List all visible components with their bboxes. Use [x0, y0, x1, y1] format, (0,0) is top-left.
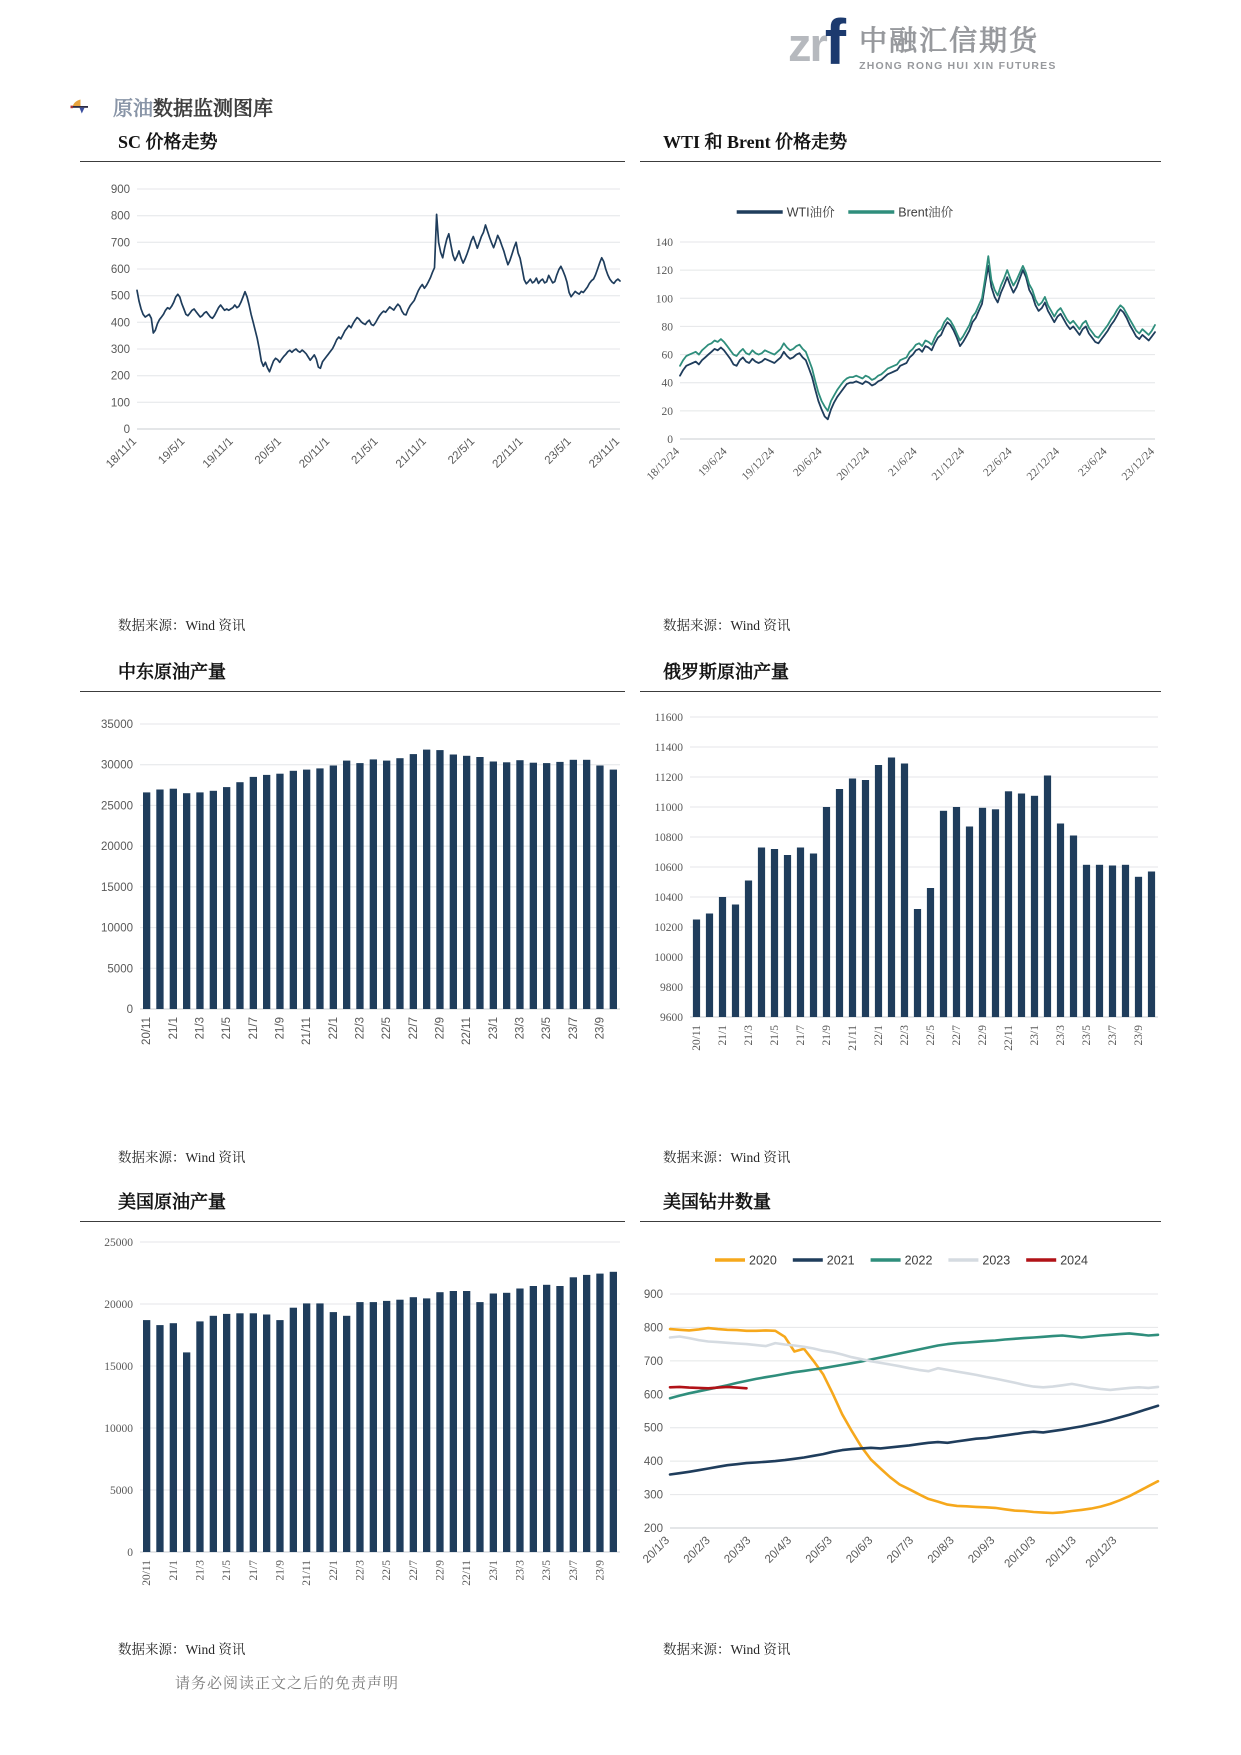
- svg-text:21/9: 21/9: [821, 1025, 833, 1046]
- svg-text:300: 300: [110, 344, 130, 356]
- svg-text:5000: 5000: [110, 1485, 133, 1497]
- svg-text:20/10/3: 20/10/3: [1002, 1534, 1039, 1571]
- sc-price-plot: [80, 162, 625, 502]
- svg-text:9800: 9800: [660, 982, 683, 994]
- svg-text:20000: 20000: [104, 1299, 133, 1311]
- svg-text:20/6/24: 20/6/24: [791, 445, 825, 479]
- data-source-note: 数据来源：Wind 资讯: [118, 1150, 246, 1165]
- svg-text:10000: 10000: [101, 922, 133, 935]
- svg-text:10600: 10600: [654, 862, 683, 874]
- chart-us-rig-count: [640, 1188, 1161, 1660]
- chart-title: 中东原油产量: [118, 662, 226, 682]
- svg-text:10000: 10000: [104, 1423, 133, 1435]
- svg-text:23/7: 23/7: [567, 1017, 580, 1040]
- svg-text:23/12/24: 23/12/24: [1119, 445, 1158, 484]
- svg-text:700: 700: [643, 1355, 663, 1368]
- chart-us-output: [80, 1188, 625, 1660]
- svg-text:21/11/1: 21/11/1: [393, 435, 429, 471]
- svg-text:0: 0: [126, 1004, 133, 1016]
- company-name-cn: 中融汇信期货: [859, 25, 1040, 56]
- svg-text:10000: 10000: [654, 952, 683, 964]
- chart-title: 美国钻井数量: [663, 1192, 771, 1212]
- section-title-text: [113, 92, 273, 121]
- svg-text:400: 400: [110, 317, 130, 330]
- svg-text:20/5/3: 20/5/3: [803, 1534, 835, 1566]
- svg-text:300: 300: [643, 1489, 663, 1502]
- logo-wordmark: [859, 18, 1056, 72]
- svg-text:20/4/3: 20/4/3: [763, 1534, 795, 1566]
- svg-text:25000: 25000: [104, 1237, 133, 1249]
- data-source-note: 数据来源：Wind 资讯: [663, 618, 791, 633]
- svg-text:800: 800: [110, 210, 130, 223]
- svg-text:23/6/24: 23/6/24: [1076, 445, 1110, 479]
- svg-text:21/9: 21/9: [274, 1560, 287, 1581]
- svg-text:Brent油价: Brent油价: [898, 205, 954, 220]
- svg-text:20/3/3: 20/3/3: [722, 1534, 754, 1566]
- svg-text:18/12/24: 18/12/24: [644, 445, 683, 484]
- disclaimer-footer: 请务必阅读正文之后的免责声明: [175, 1676, 400, 1692]
- svg-text:400: 400: [643, 1456, 663, 1469]
- svg-text:23/7: 23/7: [1107, 1025, 1119, 1046]
- svg-text:21/11: 21/11: [847, 1025, 859, 1051]
- svg-text:23/5: 23/5: [541, 1560, 554, 1581]
- svg-text:20/11: 20/11: [691, 1025, 703, 1051]
- company-logo: [788, 6, 1057, 78]
- svg-text:900: 900: [110, 184, 130, 196]
- chart-grid: [80, 128, 1161, 1660]
- svg-text:200: 200: [110, 370, 130, 383]
- svg-text:2020: 2020: [749, 1253, 777, 1268]
- company-name-en: ZHONG RONG HUI XIN FUTURES: [859, 59, 1057, 72]
- svg-text:21/6/24: 21/6/24: [886, 445, 920, 479]
- svg-text:22/5: 22/5: [381, 1017, 394, 1040]
- svg-text:19/11/1: 19/11/1: [200, 435, 236, 471]
- svg-text:20/9/3: 20/9/3: [966, 1534, 998, 1566]
- data-source-note: 数据来源：Wind 资讯: [663, 1150, 791, 1165]
- svg-text:22/11/1: 22/11/1: [490, 435, 526, 471]
- svg-text:0: 0: [667, 434, 673, 446]
- svg-text:21/11: 21/11: [301, 1560, 314, 1586]
- russia-output-plot: [640, 692, 1161, 1087]
- svg-text:20/12/24: 20/12/24: [834, 445, 873, 484]
- svg-text:23/5: 23/5: [1081, 1025, 1093, 1046]
- svg-text:140: 140: [655, 237, 673, 249]
- svg-text:21/3: 21/3: [743, 1025, 755, 1046]
- svg-text:21/5: 21/5: [221, 1560, 234, 1581]
- section-title: [70, 92, 273, 121]
- svg-text:22/7: 22/7: [407, 1017, 420, 1040]
- svg-text:500: 500: [643, 1422, 663, 1435]
- svg-text:21/9: 21/9: [274, 1017, 287, 1040]
- svg-text:21/12/24: 21/12/24: [929, 445, 968, 484]
- svg-text:23/3: 23/3: [514, 1017, 527, 1040]
- svg-text:23/1: 23/1: [1029, 1025, 1041, 1046]
- chart-middle-east-output: [80, 658, 625, 1178]
- logo-zrf-mark: [788, 6, 847, 78]
- svg-text:60: 60: [661, 349, 673, 362]
- chart-title: SC 价格走势: [118, 132, 218, 152]
- chart-wti-brent-price: [640, 128, 1161, 648]
- svg-text:19/5/1: 19/5/1: [156, 435, 188, 467]
- svg-text:23/9: 23/9: [594, 1017, 607, 1040]
- svg-text:20/11: 20/11: [141, 1017, 154, 1045]
- svg-text:2024: 2024: [1060, 1253, 1089, 1268]
- section-bullet-icon: [70, 98, 89, 115]
- svg-text:WTI油价: WTI油价: [786, 205, 835, 220]
- svg-text:22/12/24: 22/12/24: [1024, 445, 1063, 484]
- svg-text:120: 120: [655, 265, 673, 278]
- svg-text:5000: 5000: [107, 963, 133, 976]
- svg-text:2023: 2023: [982, 1253, 1011, 1268]
- svg-text:10800: 10800: [654, 832, 683, 844]
- chart-russia-output: [640, 658, 1161, 1178]
- svg-text:21/1: 21/1: [167, 1560, 180, 1581]
- svg-text:23/7: 23/7: [567, 1560, 580, 1581]
- wti-brent-plot: [640, 162, 1161, 502]
- svg-text:700: 700: [110, 237, 130, 250]
- svg-text:200: 200: [643, 1523, 663, 1535]
- svg-text:20/7/3: 20/7/3: [885, 1534, 917, 1566]
- section-title-highlight: 原油: [113, 98, 153, 120]
- svg-text:11600: 11600: [654, 712, 683, 724]
- svg-text:11400: 11400: [654, 742, 683, 754]
- svg-text:21/7: 21/7: [247, 1017, 260, 1040]
- svg-text:22/3: 22/3: [899, 1025, 911, 1046]
- chart-sc-price: [80, 128, 625, 648]
- logo-zr-text: zr: [788, 17, 826, 71]
- svg-text:20/11: 20/11: [141, 1560, 154, 1586]
- svg-text:22/1: 22/1: [327, 1560, 340, 1581]
- svg-text:22/3: 22/3: [354, 1560, 367, 1581]
- svg-text:23/5/1: 23/5/1: [542, 435, 574, 467]
- svg-text:20/5/1: 20/5/1: [252, 435, 285, 467]
- svg-text:19/12/24: 19/12/24: [739, 445, 778, 484]
- svg-text:800: 800: [643, 1322, 663, 1335]
- svg-text:21/7: 21/7: [247, 1560, 260, 1581]
- svg-text:20000: 20000: [101, 841, 133, 854]
- svg-text:100: 100: [655, 293, 673, 306]
- data-source-note: 数据来源：Wind 资讯: [118, 1642, 246, 1657]
- svg-text:40: 40: [661, 377, 673, 390]
- data-source-note: 数据来源：Wind 资讯: [663, 1642, 791, 1657]
- svg-text:35000: 35000: [101, 719, 133, 731]
- svg-text:23/3: 23/3: [514, 1560, 527, 1581]
- svg-text:0: 0: [127, 1547, 133, 1559]
- svg-text:21/11: 21/11: [301, 1017, 314, 1045]
- us-rig-count-plot: [640, 1222, 1161, 1652]
- svg-text:22/11: 22/11: [1003, 1025, 1015, 1051]
- svg-text:9600: 9600: [660, 1012, 683, 1024]
- svg-text:22/5/1: 22/5/1: [446, 435, 478, 467]
- section-title-rest: 数据监测图库: [153, 98, 273, 120]
- svg-text:23/1: 23/1: [487, 1017, 500, 1040]
- svg-text:22/7: 22/7: [951, 1025, 963, 1046]
- svg-text:20/2/3: 20/2/3: [681, 1534, 713, 1566]
- data-source-note: 数据来源：Wind 资讯: [118, 618, 246, 633]
- chart-title: WTI 和 Brent 价格走势: [663, 132, 848, 152]
- svg-text:22/6/24: 22/6/24: [981, 445, 1015, 479]
- svg-text:22/1: 22/1: [873, 1025, 885, 1046]
- svg-text:10200: 10200: [654, 922, 683, 934]
- svg-text:21/1: 21/1: [167, 1017, 180, 1040]
- svg-text:22/3: 22/3: [354, 1017, 367, 1040]
- svg-text:20: 20: [661, 405, 673, 418]
- svg-text:15000: 15000: [104, 1361, 133, 1373]
- svg-text:21/5: 21/5: [769, 1025, 781, 1046]
- svg-text:900: 900: [643, 1289, 663, 1301]
- svg-text:10400: 10400: [654, 892, 683, 904]
- svg-text:23/9: 23/9: [594, 1560, 607, 1581]
- svg-text:19/6/24: 19/6/24: [696, 445, 730, 479]
- svg-text:22/9: 22/9: [434, 1017, 447, 1040]
- svg-text:22/7: 22/7: [407, 1560, 420, 1581]
- svg-text:20/1/3: 20/1/3: [641, 1534, 673, 1566]
- svg-text:25000: 25000: [101, 800, 133, 813]
- svg-text:22/5: 22/5: [925, 1025, 937, 1046]
- svg-text:22/11: 22/11: [461, 1017, 474, 1045]
- svg-text:20/8/3: 20/8/3: [925, 1534, 957, 1566]
- logo-f-text: f: [824, 6, 847, 78]
- svg-text:22/9: 22/9: [434, 1560, 447, 1581]
- chart-title: 俄罗斯原油产量: [663, 662, 789, 682]
- svg-text:21/3: 21/3: [194, 1560, 207, 1581]
- svg-text:23/3: 23/3: [1055, 1025, 1067, 1046]
- svg-text:22/5: 22/5: [381, 1560, 394, 1581]
- svg-text:2021: 2021: [826, 1253, 855, 1268]
- svg-text:21/5/1: 21/5/1: [349, 435, 381, 467]
- svg-text:23/9: 23/9: [1133, 1025, 1145, 1046]
- svg-text:23/5: 23/5: [541, 1017, 554, 1040]
- us-output-plot: [80, 1222, 625, 1652]
- svg-text:20/11/1: 20/11/1: [297, 435, 333, 471]
- svg-text:20/6/3: 20/6/3: [844, 1534, 876, 1566]
- svg-text:20/11/3: 20/11/3: [1043, 1534, 1079, 1570]
- svg-text:23/11/1: 23/11/1: [587, 435, 623, 471]
- svg-text:21/7: 21/7: [795, 1025, 807, 1046]
- svg-text:21/1: 21/1: [717, 1025, 729, 1046]
- svg-text:100: 100: [110, 397, 130, 410]
- svg-text:15000: 15000: [101, 881, 133, 894]
- svg-text:22/1: 22/1: [327, 1017, 340, 1040]
- svg-text:600: 600: [643, 1389, 663, 1402]
- svg-text:500: 500: [110, 290, 130, 303]
- svg-text:0: 0: [123, 424, 130, 436]
- middle-east-output-plot: [80, 692, 625, 1087]
- svg-text:23/1: 23/1: [487, 1560, 500, 1581]
- svg-text:21/5: 21/5: [221, 1017, 234, 1040]
- svg-text:21/3: 21/3: [194, 1017, 207, 1040]
- svg-text:80: 80: [661, 321, 673, 334]
- svg-text:18/11/1: 18/11/1: [104, 435, 140, 471]
- svg-text:22/11: 22/11: [461, 1560, 474, 1586]
- svg-text:2022: 2022: [904, 1253, 933, 1268]
- svg-text:30000: 30000: [101, 759, 133, 772]
- chart-title: 美国原油产量: [118, 1192, 226, 1212]
- svg-text:600: 600: [110, 264, 130, 276]
- svg-text:11000: 11000: [654, 802, 683, 814]
- svg-text:11200: 11200: [654, 772, 683, 784]
- svg-text:22/9: 22/9: [977, 1025, 989, 1046]
- svg-text:20/12/3: 20/12/3: [1083, 1534, 1120, 1571]
